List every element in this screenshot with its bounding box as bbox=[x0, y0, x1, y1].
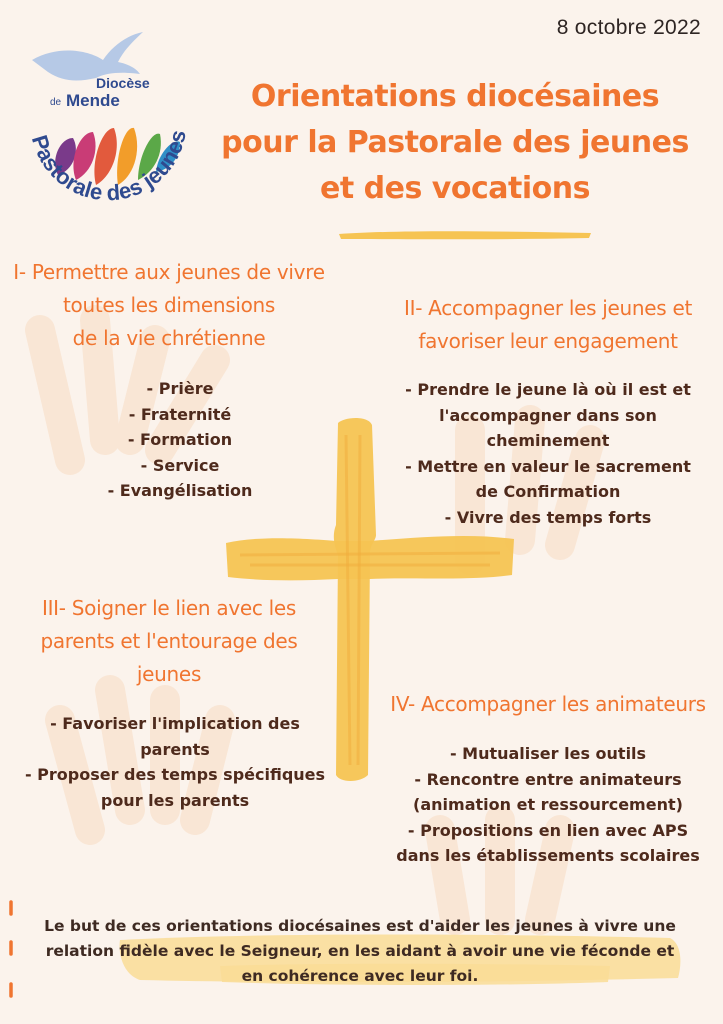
logo-de-label: de bbox=[50, 97, 62, 108]
title-line: et des vocations bbox=[320, 171, 590, 206]
heading-line: toutes les dimensions bbox=[62, 293, 276, 317]
list-item: - Rencontre entre animateurs bbox=[414, 769, 682, 789]
footer-dashes bbox=[4, 898, 18, 1008]
list-item: dans les établissements scolaires bbox=[396, 846, 700, 865]
list-item: - Propositions en lien avec APS bbox=[407, 820, 689, 840]
footer-line: relation fidèle avec le Seigneur, en les aidant à avoir une vie féconde et bbox=[45, 942, 675, 960]
date-label: 8 octobre 2022 bbox=[556, 16, 701, 39]
section-2-heading bbox=[378, 292, 718, 358]
footer-statement bbox=[24, 914, 696, 989]
logo-arc-text: Pastorale des jeunes bbox=[26, 127, 191, 206]
list-item: - Prière bbox=[146, 379, 214, 398]
list-item: - Prendre le jeune là où il est et bbox=[405, 380, 691, 399]
heading-line: de la vie chrétienne bbox=[72, 326, 266, 350]
section-3-heading bbox=[4, 592, 334, 691]
list-item: - Vivre des temps forts bbox=[444, 507, 652, 527]
list-item: de Confirmation bbox=[475, 482, 621, 501]
section-2-list bbox=[383, 377, 713, 530]
list-item: pour les parents bbox=[100, 790, 250, 810]
logo-mende-label: Mende bbox=[66, 91, 120, 110]
title-underline bbox=[335, 228, 595, 242]
section-4-list bbox=[383, 741, 713, 869]
diocese-logo bbox=[18, 20, 218, 220]
heading-line: I- Permettre aux jeunes de vivre bbox=[13, 260, 325, 284]
list-item: l'accompagner dans son bbox=[439, 405, 657, 425]
heading-line: parents et l'entourage des bbox=[40, 629, 298, 653]
list-item: - Evangélisation bbox=[107, 481, 253, 500]
list-item: - Favoriser l'implication des bbox=[50, 714, 300, 733]
section-1-list bbox=[20, 376, 340, 504]
list-item: - Service bbox=[140, 455, 220, 475]
list-item: parents bbox=[140, 739, 210, 759]
title-line: pour la Pastorale des jeunes bbox=[221, 125, 689, 160]
list-item: (animation et ressourcement) bbox=[413, 795, 683, 814]
footer-line: Le but de ces orientations diocésaines est d'aider les jeunes à vivre une bbox=[44, 917, 676, 935]
heading-line: II- Accompagner les jeunes et bbox=[404, 296, 692, 320]
section-4-heading bbox=[378, 688, 718, 721]
list-item: - Proposer des temps spécifiques bbox=[24, 765, 326, 784]
heading-line: III- Soigner le lien avec les bbox=[41, 596, 296, 620]
heading-line: jeunes bbox=[136, 662, 202, 686]
section-3-list bbox=[10, 711, 340, 813]
title-line: Orientations diocésaines bbox=[250, 79, 660, 114]
list-item: - Formation bbox=[127, 430, 233, 449]
section-1-heading bbox=[4, 256, 334, 355]
heading-line: favoriser leur engagement bbox=[418, 329, 678, 353]
list-item: - Mutualiser les outils bbox=[449, 744, 647, 763]
footer-line: en cohérence avec leur foi. bbox=[241, 967, 479, 985]
heading-line: IV- Accompagner les animateurs bbox=[390, 692, 706, 716]
list-item: - Fraternité bbox=[128, 404, 232, 424]
list-item: - Mettre en valeur le sacrement bbox=[405, 456, 691, 476]
page-title bbox=[220, 74, 690, 212]
list-item: cheminement bbox=[486, 431, 610, 450]
logo-diocese-label: Diocèse bbox=[96, 75, 150, 91]
